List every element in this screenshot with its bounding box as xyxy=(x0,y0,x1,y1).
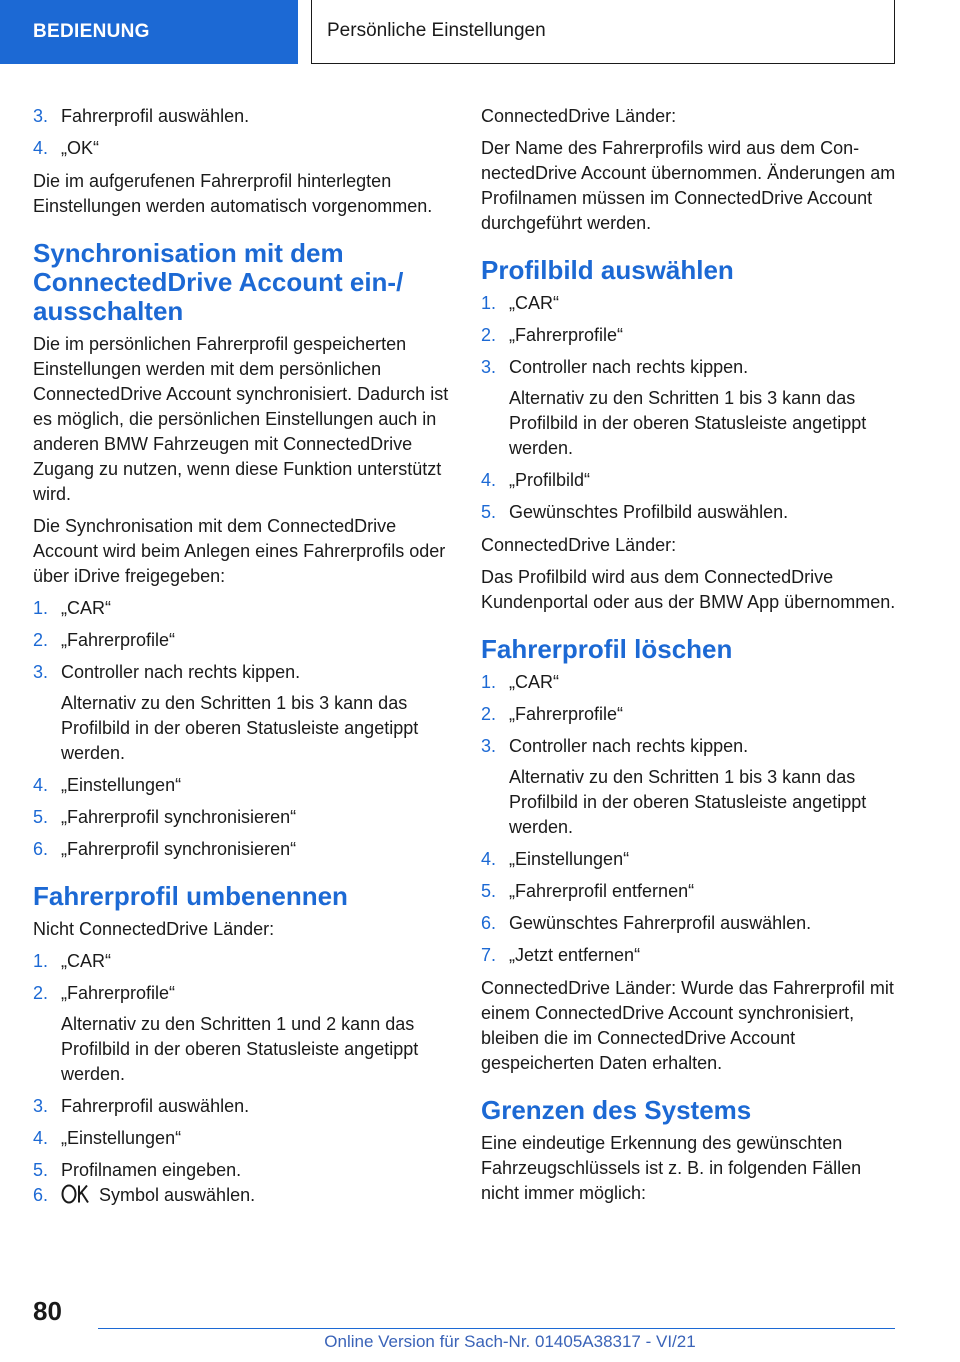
step-text: „Fahrerprofile“ xyxy=(61,983,176,1003)
list-item xyxy=(481,500,901,525)
step-number: 3. xyxy=(481,736,497,756)
intro-steps xyxy=(33,104,453,161)
step-text: Fahrerprofil auswählen. xyxy=(61,1096,250,1116)
step-number: 4. xyxy=(33,138,49,158)
step-number: 3. xyxy=(33,106,49,126)
list-item xyxy=(33,949,453,974)
list-item xyxy=(33,1126,453,1151)
step-number: 1. xyxy=(33,598,49,618)
step-text: „Fahrerprofil entfernen“ xyxy=(509,881,695,901)
step-text: „Einstellungen“ xyxy=(61,775,182,795)
step-text: Profilnamen eingeben. xyxy=(61,1160,242,1180)
list-item xyxy=(33,773,453,798)
picture-paragraph-1: ConnectedDrive Länder: xyxy=(481,535,677,555)
footer-text: Online Version für Sach-Nr. 01405A38317 - VI/21 xyxy=(324,1332,696,1351)
picture-steps xyxy=(481,291,901,525)
step-text: „Fahrerprofile“ xyxy=(509,325,624,345)
list-item xyxy=(481,943,901,968)
step-text: Gewünschtes Fahrerprofil auswählen. xyxy=(509,913,812,933)
step-text: Controller nach rechts kippen. xyxy=(61,662,301,682)
step-number: 1. xyxy=(33,951,49,971)
rename-paragraph: Nicht ConnectedDrive Länder: xyxy=(33,919,275,939)
step-text: „CAR“ xyxy=(509,672,559,692)
sync-steps xyxy=(33,596,453,862)
list-item xyxy=(481,702,901,727)
step-number: 4. xyxy=(33,775,49,795)
ok-icon xyxy=(61,1184,91,1204)
step-number: 5. xyxy=(481,502,497,522)
step-number: 1. xyxy=(481,672,497,692)
step-number: 3. xyxy=(481,357,497,377)
list-item xyxy=(481,323,901,348)
list-item xyxy=(33,628,453,653)
step-text: „CAR“ xyxy=(61,598,111,618)
page-number: 80 xyxy=(33,1296,62,1326)
list-item xyxy=(33,981,453,1087)
heading-rename: Fahrerprofil umbenennen xyxy=(33,881,348,911)
step-text: „Einstellungen“ xyxy=(61,1128,182,1148)
list-item xyxy=(481,847,901,872)
list-item xyxy=(33,136,453,161)
step-text: „Fahrerprofile“ xyxy=(509,704,624,724)
step-number: 2. xyxy=(481,704,497,724)
section-tab: BEDIENUNG xyxy=(0,0,298,64)
page-header xyxy=(0,0,960,66)
list-item xyxy=(33,805,453,830)
rename-steps xyxy=(33,949,453,1183)
step-number: 6. xyxy=(481,913,497,933)
step-text: Gewünschtes Profilbild auswählen. xyxy=(509,502,789,522)
heading-limits: Grenzen des Systems xyxy=(481,1095,752,1125)
list-item xyxy=(33,660,453,766)
list-item xyxy=(33,837,453,862)
step-text: „CAR“ xyxy=(509,293,559,313)
step-text: „Einstellungen“ xyxy=(509,849,630,869)
list-item xyxy=(481,911,901,936)
list-item xyxy=(33,596,453,621)
list-item xyxy=(481,468,901,493)
delete-paragraph: ConnectedDrive Länder: Wurde das Fahrerprofil mit einem ConnectedDrive Account synchronisiert, bleiben die im ConnectedDrive Account gespeicherten Daten erhalten. xyxy=(481,978,894,1073)
picture-paragraph-2: Das Profilbild wird aus dem ConnectedDrive Kundenportal oder aus der BMW App übernommen. xyxy=(481,567,896,612)
step-note: Alternativ zu den Schritten 1 und 2 kann das Profilbild in der oberen Statusleiste angetippt werden. xyxy=(61,1014,419,1084)
list-item xyxy=(481,879,901,904)
list-item xyxy=(33,1094,453,1119)
list-item xyxy=(33,104,453,129)
heading-picture: Profilbild auswählen xyxy=(481,255,734,285)
step-text: „Fahrerprofile“ xyxy=(61,630,176,650)
footer-divider xyxy=(98,1328,895,1329)
delete-steps xyxy=(481,670,901,968)
step-number: 4. xyxy=(33,1128,49,1148)
connecteddrive-text: Der Name des Fahrerprofils wird aus dem ConnectedDrive Account übernommen. Änderungen am Profilnamen müssen im ConnectedDrive Account durchgeführt werden. xyxy=(481,138,896,233)
list-item xyxy=(33,1158,453,1183)
connecteddrive-label: ConnectedDrive Länder: xyxy=(481,106,677,126)
step-text: „Jetzt entfernen“ xyxy=(509,945,641,965)
step-number: 2. xyxy=(33,983,49,1003)
left-column xyxy=(33,104,453,1216)
sync-paragraph-1: Die im persönlichen Fahrerprofil gespeicherten Einstellungen werden mit dem persönlichen ConnectedDrive Account synchronisiert. Dadurch ist es möglich, die persönlichen Einstellungen auch in anderen BMW Fahrzeugen mit ConnectedDrive Zugang zu nutzen, wenn diese Funktion unterstützt wird. xyxy=(33,334,449,504)
heading-sync: Synchronisation mit dem ConnectedDrive Account ein-/ ausschalten xyxy=(33,238,404,326)
list-item xyxy=(33,1183,453,1208)
step-number: 5. xyxy=(33,1160,49,1180)
limits-paragraph: Eine eindeutige Erkennung des gewünschten Fahrzeugschlüssels ist z. B. in folgenden Fällen nicht immer möglich: xyxy=(481,1133,862,1203)
step-note: Alternativ zu den Schritten 1 bis 3 kann das Profilbild in der oberen Statusleiste angetippt werden. xyxy=(61,693,419,763)
step-text: Fahrerprofil auswählen. xyxy=(61,106,250,126)
step-number: 3. xyxy=(33,662,49,682)
step-text: Controller nach rechts kippen. xyxy=(509,357,749,377)
step-number: 4. xyxy=(481,849,497,869)
step-number: 5. xyxy=(481,881,497,901)
step-text: Symbol auswählen. xyxy=(99,1185,256,1205)
list-item xyxy=(481,355,901,461)
right-column xyxy=(481,104,901,1213)
step-number: 7. xyxy=(481,945,497,965)
step-text: Controller nach rechts kippen. xyxy=(509,736,749,756)
step-number: 1. xyxy=(481,293,497,313)
step-number: 3. xyxy=(33,1096,49,1116)
list-item xyxy=(481,670,901,695)
chapter-title: Persönliche Einstellungen xyxy=(311,0,895,64)
step-text: „Fahrerprofil synchronisieren“ xyxy=(61,839,297,859)
sync-paragraph-2: Die Synchronisation mit dem ConnectedDrive Account wird beim Anlegen eines Fahrerprofils oder über iDrive freigegeben: xyxy=(33,516,446,586)
step-number: 5. xyxy=(33,807,49,827)
step-number: 2. xyxy=(481,325,497,345)
step-text: „Fahrerprofil synchronisieren“ xyxy=(61,807,297,827)
heading-delete: Fahrerprofil löschen xyxy=(481,634,733,664)
step-text: „OK“ xyxy=(61,138,99,158)
step-note: Alternativ zu den Schritten 1 bis 3 kann das Profilbild in der oberen Statusleiste angetippt werden. xyxy=(509,388,867,458)
list-item xyxy=(481,734,901,840)
step-number: 6. xyxy=(33,1185,49,1205)
intro-text: Die im aufgerufenen Fahrerprofil hinterlegten Einstellungen werden automatisch vorgenommen. xyxy=(33,171,433,216)
list-item xyxy=(481,291,901,316)
step-text: „CAR“ xyxy=(61,951,111,971)
step-note: Alternativ zu den Schritten 1 bis 3 kann das Profilbild in der oberen Statusleiste angetippt werden. xyxy=(509,767,867,837)
step-number: 2. xyxy=(33,630,49,650)
step-number: 6. xyxy=(33,839,49,859)
step-text: „Profilbild“ xyxy=(509,470,591,490)
step-number: 4. xyxy=(481,470,497,490)
rename-last-step xyxy=(33,1183,453,1208)
